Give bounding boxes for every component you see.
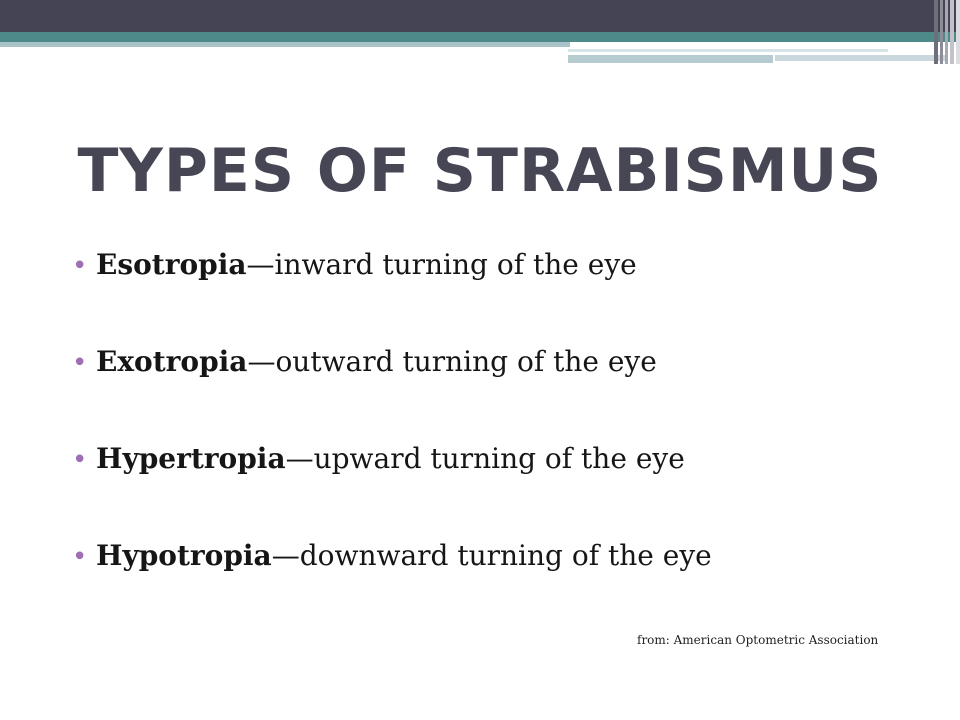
header-gap	[568, 52, 960, 54]
slide-title: TYPES OF STRABISMUS	[77, 136, 883, 206]
bullet-term: Hypertropia	[96, 442, 286, 475]
bullet-definition: —downward turning of the eye	[271, 539, 712, 572]
list-item	[72, 436, 712, 533]
header-edge-stripes	[934, 0, 960, 64]
header-light-line	[568, 55, 773, 63]
bullet-definition: —outward turning of the eye	[247, 345, 657, 378]
list-item	[72, 339, 712, 436]
header-teal-line	[0, 32, 960, 42]
header-dark-band	[0, 0, 960, 32]
bullet-definition: —upward turning of the eye	[285, 442, 685, 475]
list-item	[72, 242, 712, 339]
bullet-definition: —inward turning of the eye	[246, 248, 637, 281]
bullet-icon: •	[72, 251, 88, 281]
bullet-icon: •	[72, 348, 88, 378]
bullet-icon: •	[72, 542, 88, 572]
bullet-list	[72, 242, 712, 630]
bullet-icon: •	[72, 445, 88, 475]
bullet-term: Exotropia	[96, 345, 248, 378]
header-light-line	[0, 42, 570, 47]
list-item	[72, 533, 712, 630]
bullet-term: Esotropia	[96, 248, 247, 281]
header-light-line	[775, 55, 945, 61]
source-citation: from: American Optometric Association	[637, 633, 879, 647]
bullet-term: Hypotropia	[96, 539, 272, 572]
